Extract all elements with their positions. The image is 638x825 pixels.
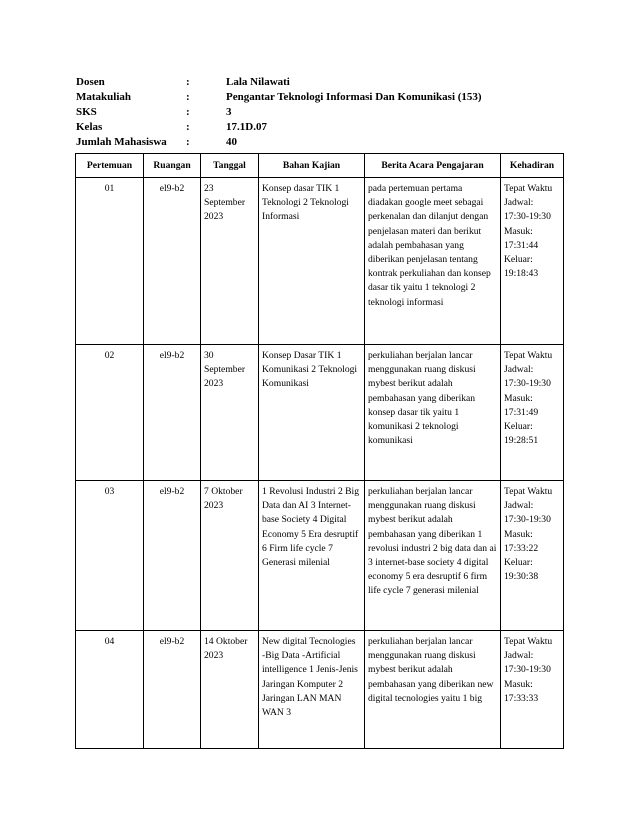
cell-berita-acara: perkuliahan berjalan lancar menggunakan ruang diskusi mybest berikut adalah pembahasan yang diberikan konsep dasar tik yaitu 1 komunikasi 2 teknologi komunikasi <box>365 345 501 481</box>
info-colon: : <box>186 91 190 103</box>
cell-ruangan: el9-b2 <box>144 345 201 481</box>
info-label: Jumlah Mahasiswa <box>76 136 167 148</box>
cell-kehadiran <box>501 345 564 481</box>
cell-kehadiran <box>501 178 564 345</box>
cell-berita-acara: pada pertemuan pertama diadakan google meet sebagai perkenalan dan dilanjut dengan penjelasan materi dan berikut adalah pembahasan yang diberikan penjelasan tentang kontrak perkuliahan dan konsep dasar tik yaitu 1 teknologi 2 teknologi informasi <box>365 178 501 345</box>
info-row-dosen <box>76 75 482 90</box>
kehadiran-jadwal: Jadwal: 17:30-19:30 <box>504 364 551 390</box>
cell-ruangan: el9-b2 <box>144 178 201 345</box>
header-berita-acara: Berita Acara Pengajaran <box>365 154 501 178</box>
cell-ruangan: el9-b2 <box>144 631 201 749</box>
cell-bahan-kajian: New digital Tecnologies -Big Data -Artificial intelligence 1 Jenis-Jenis Jaringan Komputer 2 Jaringan LAN MAN WAN 3 <box>259 631 365 749</box>
info-value: Pengantar Teknologi Informasi Dan Komunikasi (153) <box>226 91 482 103</box>
header-pertemuan: Pertemuan <box>76 154 144 178</box>
cell-pertemuan: 01 <box>76 178 144 345</box>
cell-ruangan: el9-b2 <box>144 481 201 631</box>
table-row <box>76 345 564 481</box>
cell-pertemuan: 02 <box>76 345 144 481</box>
table-row <box>76 178 564 345</box>
cell-berita-acara: perkuliahan berjalan lancar menggunakan ruang diskusi mybest berikut adalah pembahasan yang diberikan new digital tecnologies yaitu 1 big <box>365 631 501 749</box>
kehadiran-keluar: Keluar: 19:18:43 <box>504 254 539 280</box>
kehadiran-status: Tepat Waktu <box>504 486 553 497</box>
info-row-kelas <box>76 120 482 135</box>
cell-berita-acara: perkuliahan berjalan lancar menggunakan ruang diskusi mybest berikut adalah pembahasan yang diberikan 1 revolusi industri 2 big data dan ai 3 internet-base society 4 digital economy 5 era desruptif 6 firm life cycle 7 generasi milenial <box>365 481 501 631</box>
info-row-sks <box>76 105 482 120</box>
cell-pertemuan: 04 <box>76 631 144 749</box>
info-colon: : <box>186 76 190 88</box>
info-value: 40 <box>226 136 237 148</box>
cell-bahan-kajian: Konsep dasar TIK 1 Teknologi 2 Teknologi Informasi <box>259 178 365 345</box>
cell-tanggal: 14 Oktober 2023 <box>201 631 259 749</box>
kehadiran-jadwal: Jadwal: 17:30-19:30 <box>504 500 551 526</box>
info-colon: : <box>186 136 190 148</box>
cell-bahan-kajian: Konsep Dasar TIK 1 Komunikasi 2 Teknologi Komunikasi <box>259 345 365 481</box>
table-row <box>76 631 564 749</box>
info-label: SKS <box>76 106 97 118</box>
kehadiran-masuk: Masuk: 17:31:44 <box>504 225 539 251</box>
kehadiran-jadwal: Jadwal: 17:30-19:30 <box>504 650 551 676</box>
info-label: Matakuliah <box>76 91 132 103</box>
header-bahan-kajian: Bahan Kajian <box>259 154 365 178</box>
kehadiran-keluar: Keluar: 19:28:51 <box>504 421 539 447</box>
info-row-jumlah-mahasiswa <box>76 135 482 150</box>
info-label: Dosen <box>76 76 105 88</box>
kehadiran-status: Tepat Waktu <box>504 350 553 361</box>
course-info <box>76 75 482 150</box>
info-value: 3 <box>226 106 232 118</box>
info-row-matakuliah <box>76 90 482 105</box>
cell-kehadiran <box>501 481 564 631</box>
cell-pertemuan: 03 <box>76 481 144 631</box>
cell-tanggal: 7 Oktober 2023 <box>201 481 259 631</box>
header-tanggal: Tanggal <box>201 154 259 178</box>
cell-tanggal: 23 September 2023 <box>201 178 259 345</box>
kehadiran-jadwal: Jadwal: 17:30-19:30 <box>504 197 551 223</box>
kehadiran-masuk: Masuk: 17:33:22 <box>504 528 539 554</box>
info-label: Kelas <box>76 121 103 133</box>
table-row <box>76 481 564 631</box>
kehadiran-status: Tepat Waktu <box>504 183 553 194</box>
kehadiran-keluar: Keluar: 19:30:38 <box>504 557 539 583</box>
info-colon: : <box>186 121 190 133</box>
table-header-row <box>76 154 564 178</box>
cell-kehadiran <box>501 631 564 749</box>
kehadiran-status: Tepat Waktu <box>504 636 553 647</box>
attendance-table <box>75 153 564 749</box>
info-value: Lala Nilawati <box>226 76 290 88</box>
info-value: 17.1D.07 <box>226 121 267 133</box>
cell-tanggal: 30 September 2023 <box>201 345 259 481</box>
kehadiran-masuk: Masuk: 17:31:49 <box>504 392 539 418</box>
header-kehadiran: Kehadiran <box>501 154 564 178</box>
kehadiran-masuk: Masuk: 17:33:33 <box>504 678 539 704</box>
info-colon: : <box>186 106 190 118</box>
cell-bahan-kajian: 1 Revolusi Industri 2 Big Data dan AI 3 Internet-base Society 4 Digital Economy 5 Era desruptif 6 Firm life cycle 7 Generasi milenial <box>259 481 365 631</box>
header-ruangan: Ruangan <box>144 154 201 178</box>
